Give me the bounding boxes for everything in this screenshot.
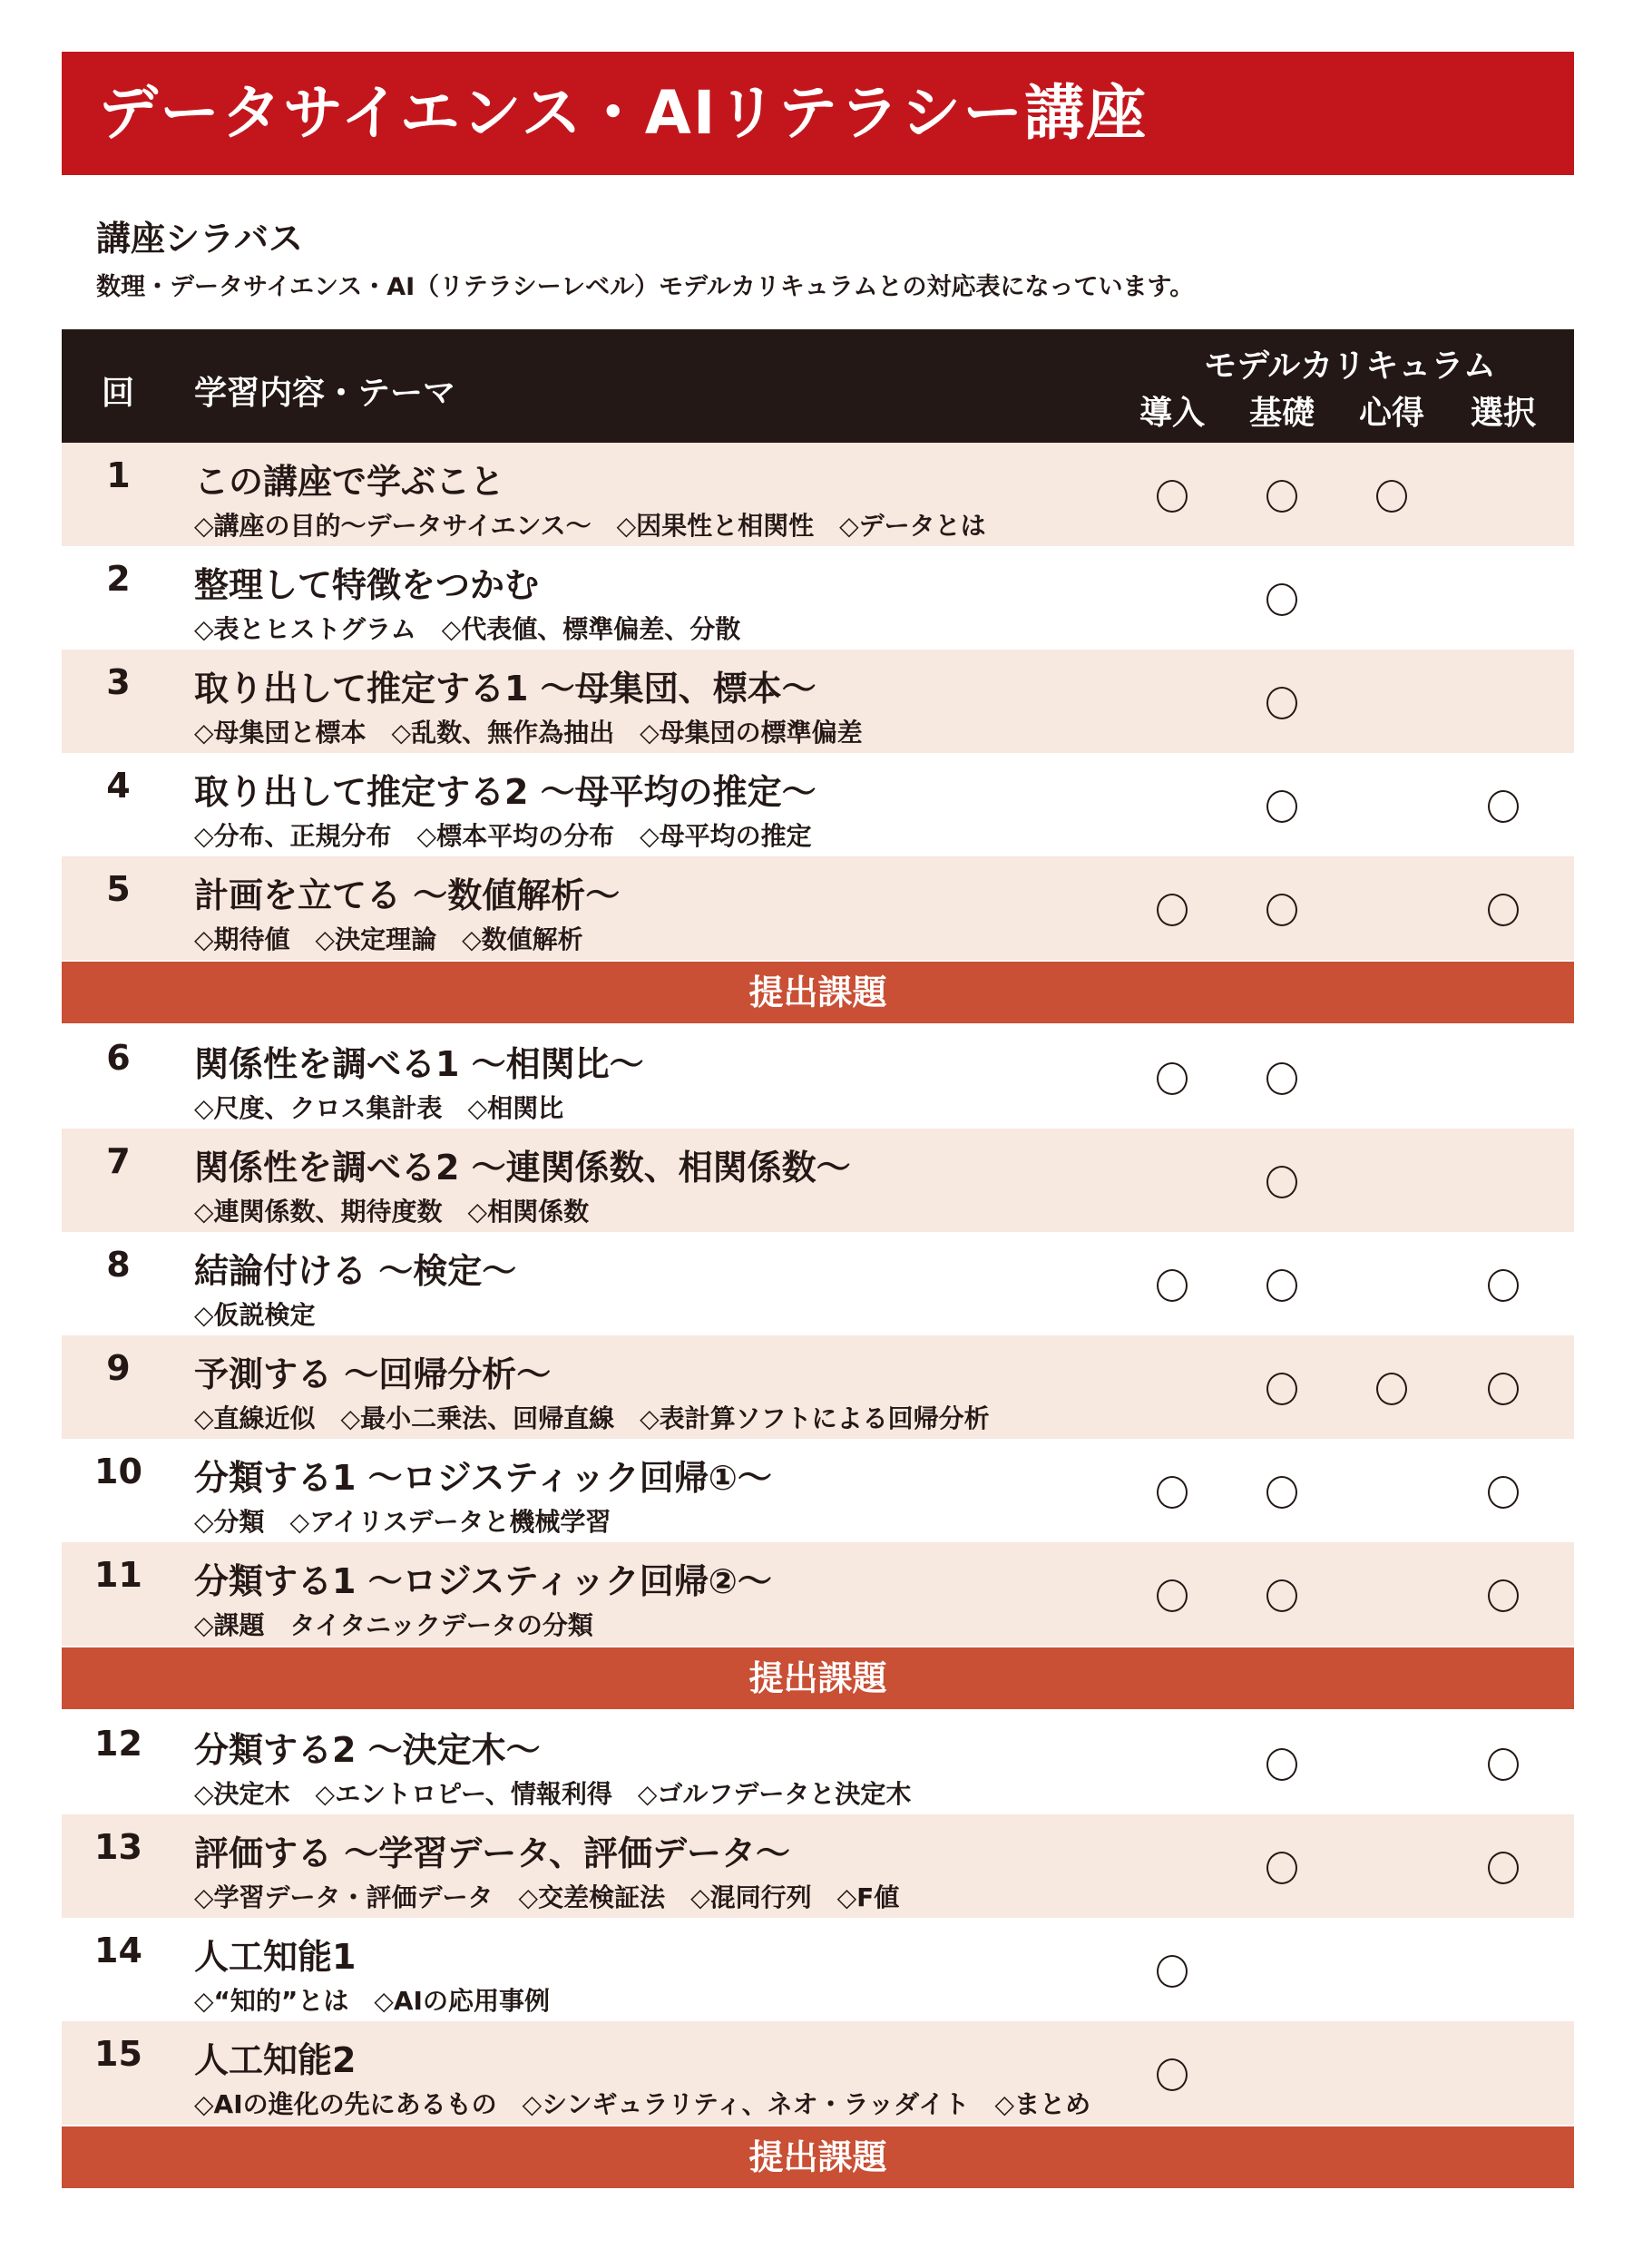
page-title: データサイエンス・AIリテラシー講座 <box>62 52 1574 175</box>
circle-mark-icon <box>1488 1579 1519 1612</box>
circle-mark-icon <box>1266 1269 1297 1302</box>
lesson-topics: ◇尺度、クロス集計表 ◇相関比 <box>194 1093 564 1123</box>
lesson-topics: ◇分布、正規分布 ◇標本平均の分布 ◇母平均の推定 <box>194 821 812 851</box>
circle-mark-icon <box>1266 687 1297 719</box>
lesson-title: 整理して特徴をつかむ <box>194 565 540 605</box>
circle-mark-icon <box>1488 790 1519 823</box>
circle-mark-icon <box>1157 1476 1188 1509</box>
table-row <box>62 1542 1574 1646</box>
lesson-topics: ◇AIの進化の先にあるもの ◇シンギュラリティ、ネオ・ラッダイト ◇まとめ <box>194 2089 1091 2119</box>
lesson-topics: ◇学習データ・評価データ ◇交差検証法 ◇混同行列 ◇F値 <box>194 1882 900 1912</box>
lesson-topics: ◇表とヒストグラム ◇代表値、標準偏差、分散 <box>194 614 741 644</box>
lesson-topics: ◇“知的”とは ◇AIの応用事例 <box>194 1986 550 2016</box>
lesson-title: 関係性を調べる1 ～相関比～ <box>194 1044 644 1084</box>
lesson-title: 取り出して推定する2 ～母平均の推定～ <box>194 772 816 812</box>
lesson-number: 7 <box>106 1141 131 1181</box>
circle-mark-icon <box>1266 583 1297 616</box>
lesson-number: 3 <box>106 662 131 702</box>
circle-mark-icon <box>1488 1373 1519 1405</box>
table-body <box>62 443 1574 2188</box>
circle-mark-icon <box>1488 1476 1519 1509</box>
lesson-number: 4 <box>106 766 131 806</box>
circle-mark-icon <box>1157 1579 1188 1612</box>
lesson-number: 11 <box>94 1555 142 1595</box>
lesson-title: この講座で学ぶこと <box>194 462 505 502</box>
circle-mark-icon <box>1266 1062 1297 1095</box>
lesson-topics: ◇期待値 ◇決定理論 ◇数値解析 <box>194 924 583 954</box>
lesson-number: 9 <box>106 1348 131 1388</box>
header-col-elective: 選択 <box>1470 395 1536 432</box>
circle-mark-icon <box>1266 1748 1297 1781</box>
table-row <box>62 753 1574 856</box>
lesson-number: 15 <box>94 2034 142 2074</box>
circle-mark-icon <box>1266 1166 1297 1198</box>
table-row <box>62 1439 1574 1542</box>
circle-mark-icon <box>1266 1373 1297 1405</box>
lesson-topics: ◇連関係数、期待度数 ◇相関係数 <box>194 1197 590 1227</box>
circle-mark-icon <box>1266 480 1297 513</box>
circle-mark-icon <box>1266 790 1297 823</box>
lesson-title: 取り出して推定する1 ～母集団、標本～ <box>194 669 816 709</box>
lesson-title: 関係性を調べる2 ～連関係数、相関係数～ <box>194 1148 851 1188</box>
syllabus-table <box>62 329 1574 2190</box>
lesson-title: 評価する ～学習データ、評価データ～ <box>194 1833 790 1873</box>
circle-mark-icon <box>1157 1955 1188 1988</box>
lesson-number: 12 <box>94 1724 142 1764</box>
circle-mark-icon <box>1266 1579 1297 1612</box>
header-model-curriculum: モデルカリキュラム <box>1204 347 1496 385</box>
lesson-title: 計画を立てる ～数値解析～ <box>194 875 621 915</box>
lesson-number: 6 <box>106 1038 131 1078</box>
assignment-band: 提出課題 <box>62 1647 1574 1709</box>
lesson-topics: ◇講座の目的～データサイエンス～ ◇因果性と相関性 ◇データとは <box>194 511 986 541</box>
table-row <box>62 1335 1574 1439</box>
lesson-number: 1 <box>106 455 131 495</box>
circle-mark-icon <box>1157 2058 1188 2091</box>
table-row <box>62 1025 1574 1129</box>
header-col-mindset: 心得 <box>1358 395 1424 432</box>
lesson-number: 14 <box>94 1931 142 1970</box>
circle-mark-icon <box>1488 894 1519 926</box>
table-row <box>62 443 1574 546</box>
lesson-number: 8 <box>106 1245 131 1285</box>
table-row <box>62 2021 1574 2125</box>
lesson-title: 人工知能1 <box>194 1937 357 1977</box>
table-row <box>62 650 1574 753</box>
circle-mark-icon <box>1376 1373 1407 1405</box>
table-header <box>62 329 1574 443</box>
circle-mark-icon <box>1157 1269 1188 1302</box>
lesson-title: 分類する1 ～ロジスティック回帰②～ <box>194 1561 772 1601</box>
lesson-topics: ◇分類 ◇アイリスデータと機械学習 <box>194 1507 611 1537</box>
table-row <box>62 856 1574 960</box>
section-heading: 講座シラバス <box>96 219 304 259</box>
circle-mark-icon <box>1157 480 1188 513</box>
circle-mark-icon <box>1488 1748 1519 1781</box>
assignment-band: 提出課題 <box>62 2126 1574 2188</box>
circle-mark-icon <box>1266 894 1297 926</box>
table-row <box>62 1711 1574 1814</box>
table-row <box>62 1814 1574 1918</box>
lesson-topics: ◇課題 タイタニックデータの分類 <box>194 1610 593 1640</box>
header-col-intro: 導入 <box>1139 395 1205 432</box>
lesson-title: 結論付ける ～検定～ <box>194 1251 517 1291</box>
lesson-topics: ◇決定木 ◇エントロピー、情報利得 ◇ゴルフデータと決定木 <box>194 1779 912 1809</box>
lesson-number: 13 <box>94 1827 142 1867</box>
table-row <box>62 1129 1574 1232</box>
table-row <box>62 546 1574 650</box>
lesson-number: 2 <box>106 559 131 599</box>
lesson-title: 人工知能2 <box>194 2040 357 2080</box>
lesson-number: 10 <box>94 1452 142 1491</box>
table-row <box>62 1232 1574 1335</box>
header-theme: 学習内容・テーマ <box>194 375 456 412</box>
circle-mark-icon <box>1266 1476 1297 1509</box>
lesson-title: 分類する2 ～決定木～ <box>194 1730 541 1770</box>
assignment-band: 提出課題 <box>62 962 1574 1023</box>
header-col-basic: 基礎 <box>1248 395 1315 432</box>
circle-mark-icon <box>1157 1062 1188 1095</box>
lesson-topics: ◇直線近似 ◇最小二乗法、回帰直線 ◇表計算ソフトによる回帰分析 <box>194 1403 990 1433</box>
circle-mark-icon <box>1488 1852 1519 1884</box>
circle-mark-icon <box>1488 1269 1519 1302</box>
header-num: 回 <box>102 375 135 412</box>
circle-mark-icon <box>1266 1852 1297 1884</box>
section-description: 数理・データサイエンス・AI（リテラシーレベル）モデルカリキュラムとの対応表になっています。 <box>96 273 1195 301</box>
table-row <box>62 1918 1574 2021</box>
lesson-number: 5 <box>106 869 131 909</box>
lesson-title: 予測する ～回帰分析～ <box>194 1354 552 1394</box>
lesson-topics: ◇母集団と標本 ◇乱数、無作為抽出 ◇母集団の標準偏差 <box>194 718 863 748</box>
lesson-topics: ◇仮説検定 <box>194 1300 316 1330</box>
lesson-title: 分類する1 ～ロジスティック回帰①～ <box>194 1458 772 1498</box>
circle-mark-icon <box>1376 480 1407 513</box>
circle-mark-icon <box>1157 894 1188 926</box>
